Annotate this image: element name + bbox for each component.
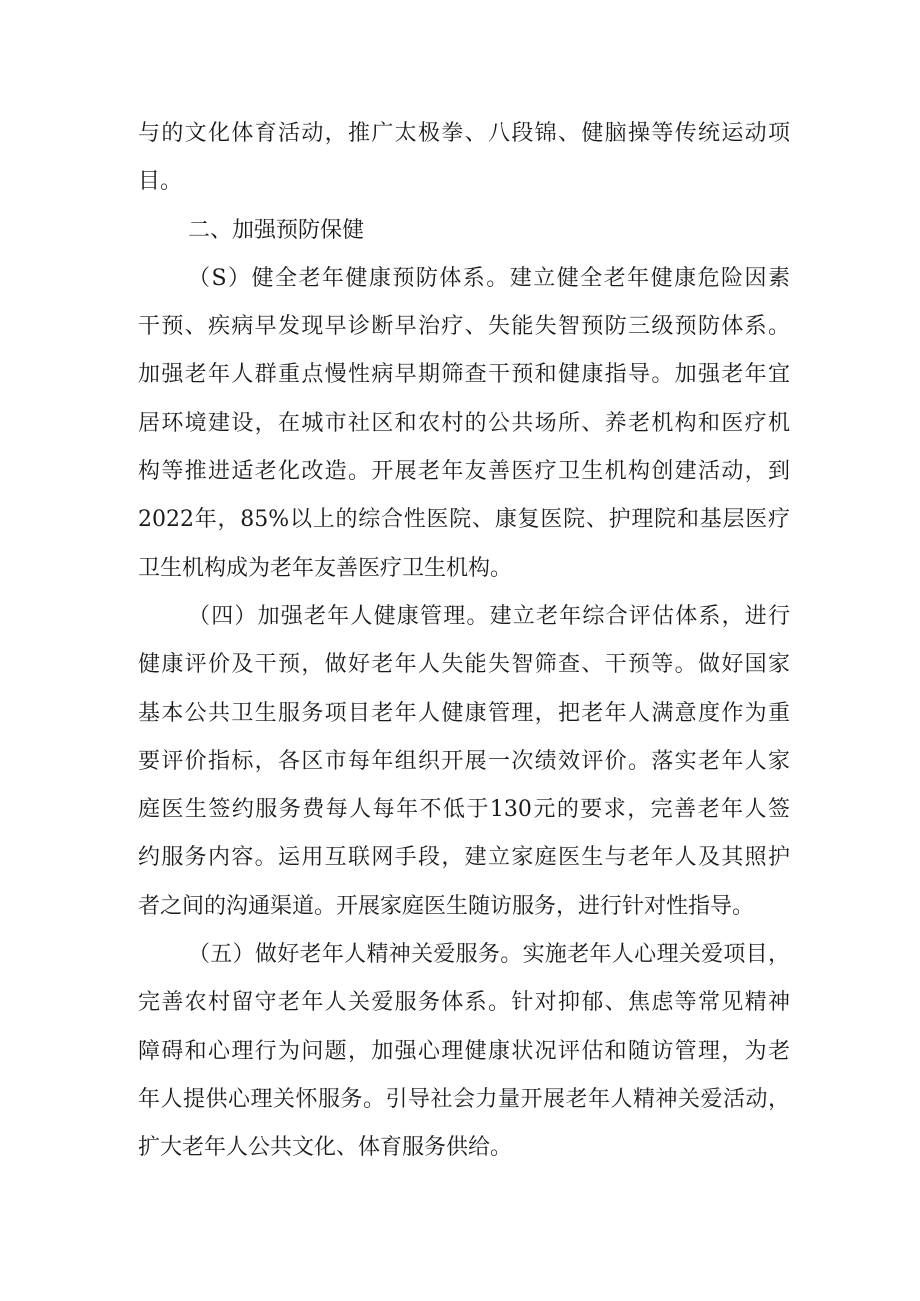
paragraph-item-four: [138, 593, 790, 931]
text-line: 年人提供心理关怀服务。引导社会力量开展老年人精神关爱活动，: [138, 1086, 790, 1112]
text-line: 干预、疾病早发现早诊断早治疗、失能失智预防三级预防体系。: [138, 314, 790, 340]
text-line: 扩大老年人公共文化、体育服务供给。: [138, 1135, 513, 1161]
text-line: 庭医生签约服务费每人每年不低于130元的要求，完善老年人签: [138, 797, 790, 823]
text-line: 健康评价及干预，做好老年人失能失智筛查、干预等。做好国家: [138, 652, 790, 678]
text-line: 加强老年人群重点慢性病早期筛查干预和健康指导。加强老年宜: [138, 362, 790, 388]
heading-text: 二、加强预防保健: [188, 217, 365, 243]
text-line: 障碍和心理行为问题，加强心理健康状况评估和随访管理，为老: [138, 1038, 790, 1064]
text-line: 完善农村留守老年人关爱服务体系。针对抑郁、焦虑等常见精神: [138, 990, 790, 1016]
text-line: 约服务内容。运用互联网手段，建立家庭医生与老年人及其照护: [138, 845, 790, 871]
text-line: 要评价指标，各区市每年组织开展一次绩效评价。落实老年人家: [138, 748, 790, 774]
document-body: [138, 110, 790, 1173]
text-line: 构等推进适老化改造。开展老年友善医疗卫生机构创建活动，到: [138, 459, 790, 485]
paragraph-continuation: [138, 110, 790, 207]
paragraph-item-three: [138, 255, 790, 593]
text-line: 基本公共卫生服务项目老年人健康管理，把老年人满意度作为重: [138, 700, 790, 726]
text-line: 与的文化体育活动，推广太极拳、八段锦、健脑操等传统运动项: [138, 121, 790, 146]
text-line: 者之间的沟通渠道。开展家庭医生随访服务，进行针对性指导。: [138, 893, 755, 919]
text-line: （五）做好老年人精神关爱服务。实施老年人心理关爱项目，: [188, 942, 790, 968]
text-line: （S）健全老年健康预防体系。建立健全老年健康危险因素: [188, 265, 790, 291]
text-line: 目。: [138, 169, 183, 195]
paragraph-item-five: [138, 931, 790, 1172]
text-line: 2022年，85%以上的综合性医院、康复医院、护理院和基层医疗: [138, 507, 790, 533]
text-line: 卫生机构成为老年友善医疗卫生机构。: [138, 555, 513, 581]
text-line: 居环境建设，在城市社区和农村的公共场所、养老机构和医疗机: [138, 410, 790, 436]
text-line: （四）加强老年人健康管理。建立老年综合评估体系，进行: [188, 603, 790, 629]
section-heading: [138, 207, 790, 255]
